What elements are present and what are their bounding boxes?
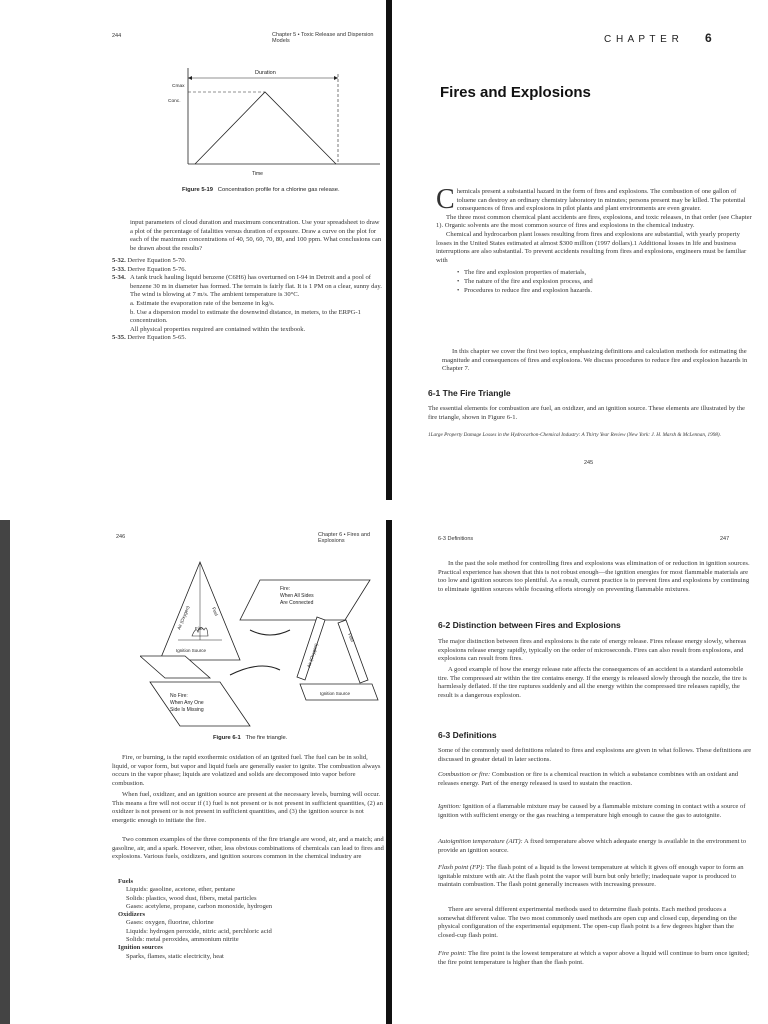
problem-list [112, 257, 384, 343]
page-number: 245 [584, 460, 594, 466]
fire-label-3: Are Connected [280, 600, 314, 606]
chapter-intro [436, 184, 754, 295]
list-item: Solids: metal peroxides, ammonium nitrite [126, 936, 239, 944]
page-245 [392, 0, 768, 500]
subpart-a: a. Estimate the evaporation rate of the benzene in kg/s. [130, 299, 275, 307]
problem-item: 5-33. Derive Equation 5-76. [112, 265, 187, 273]
nofire-label-1: No Fire: [170, 693, 188, 699]
paragraph-1: Fire, or burning, is the rapid exothermic oxidation of an ignited fuel. The fuel can be in solid, liquid, or vapor form, but vapor and liquid fuels are generally easier to ignite. The combustion always occurs in the vapor phase; liquids are volatized and solids are decomposed into vapor before combustion. [112, 754, 381, 787]
running-head: 6-3 Definitions [438, 536, 474, 542]
page-separator [0, 500, 768, 520]
fire-triangle-figure [140, 560, 390, 730]
intro-paragraph: In the past the sole method for controlling fires and explosions was elimination of or reduction in ignition sources. Practical experience has shown that this is not robust enough—the ignition energies for most flammable materials are too low and ignition sources too plentiful. As a result, current practice is to prevent fires and explosions by continuing to eliminate ignition sources while focusing efforts strongly on preventing flammable mixtures. [438, 560, 750, 593]
definition-item: Fire point: The fire point is the lowest temperature at which a vapor above a liquid will continue to burn once ignited; the fire point temperature is higher than the flash point. [438, 950, 750, 966]
bullet-item: • Procedures to reduce fire and explosion hazards. [464, 287, 754, 296]
caption-text: Concentration profile for a chlorine gas release. [217, 187, 340, 193]
definition-item: Flash point (FP): The flash point of a liquid is the lowest temperature at which it gives off enough vapor to form an ignitable mixture with air. At the flash point the vapor will burn but only briefly; inadequate vapor is produced to maintain combustion. The flash point generally increases with increasing pressure. [438, 864, 744, 889]
bullet-item: • The fire and explosion properties of materials, [464, 269, 754, 278]
paragraph-4: In this chapter we cover the first two topics, emphasizing definitions and calculation methods for estimating the magnitude and consequences of fires and explosions. We discuss procedures to reduce fire and explosion hazards in Chapter 7. [442, 348, 748, 373]
note: All physical properties required are contained within the textbook. [130, 325, 306, 333]
section-text: The essential elements for combustion are fuel, an oxidizer, and an ignition source. These elements are illustrated by the fire triangle, shown in Figure 6-1. [428, 405, 745, 421]
page-244 [0, 0, 392, 500]
air-oxygen-label: Air (Oxygen) [306, 642, 319, 669]
running-head: Chapter 6 • Fires and Explosions [318, 532, 371, 544]
page-number: 247 [720, 536, 730, 542]
paragraph-1: hemicals present a substantial hazard in the form of fires and explosions. The combustion of one gallon of toluene can destroy an ordinary chemistry laboratory in minutes; persons present may be killed. The potential consequences of fires and explosions in pilot plants and plant environments are even greater. [456, 188, 746, 213]
page-number: 246 [116, 534, 126, 540]
list-item: Gases: acetylene, propane, carbon monoxide, hydrogen [126, 902, 273, 910]
paragraph-2: When fuel, oxidizer, and an ignition source are present at the necessary levels, burning will occur. This means a fire will not occur if (1) fuel is not present or is not present in sufficient quantities, (2) an oxidizer is not present or is not present in sufficient quantities, and (3) the ignition source is not energetic enough to initiate the fire. [112, 791, 383, 824]
duration-label: Duration [255, 70, 276, 76]
component-lists [118, 878, 378, 961]
flash-point-methods: There are several different experimental methods used to determine flash points. Each method produces a somewhat different value. The two most commonly used methods are open cup and closed cup, depending on the physical configuration of the experimental equipment. The open-cup flash point is a few degrees higher than the closed-cup flash point. [438, 906, 737, 939]
section-2-paragraph-1: The major distinction between fires and explosions is the rate of energy release. Fires release energy slowly, whereas explosions release energy rapidly, typically on the order of microseconds. Fires can also result from explosions, and explosions can result from fires. [438, 638, 747, 663]
problem-item: 5-35. Derive Equation 5-65. [112, 334, 187, 342]
chapter-label: C H A P T E R [604, 34, 680, 45]
nofire-label-3: Side Is Missing [170, 707, 204, 713]
fire-label-1: Fire: [280, 586, 290, 592]
section-3-title: 6-3 Definitions [438, 730, 497, 740]
ignition-source-label: Ignition Source [176, 648, 207, 653]
caption-text: The fire triangle. [245, 735, 288, 741]
paragraph-3: Two common examples of the three components of the fire triangle are wood, air, and a match; and gasoline, air, and a spark. However, other, less obvious combinations of chemicals can lead to fires and explosions. Various fuels, oxidizers, and ignition sources common in the chemical industry are [112, 836, 384, 861]
paragraph-3: Chemical and hydrocarbon plant losses resulting from fires and explosions are substantial, with yearly property losses in the United States estimated at almost $300 million (1997 dollars).1 Additional losses in life and business interruptions are also substantial. To prevent accidents resulting from fires and explosions, engineers must be familiar with [436, 230, 747, 264]
problem-item: 5-32. Derive Equation 5-70. [112, 257, 187, 264]
list-heading: Oxidizers [118, 911, 146, 919]
footnote: 1Large Property Damage Losses in the Hydrocarbon-Chemical Industry: A Thirty Year Review (New York: J. H. Marsh & McLennan, 1998). [428, 432, 721, 438]
air-oxygen-label: Air (Oxygen) [176, 605, 191, 631]
running-head: Chapter 5 • Toxic Release and Dispersion Models [272, 32, 374, 44]
chapter-number: 6 [705, 31, 712, 45]
subpart-b: b. Use a dispersion model to estimate the downwind distance, in meters, to the ERPG-1 concentration. [130, 308, 361, 325]
definition-item: Ignition: Ignition of a flammable mixture may be caused by a flammable mixture coming in contact with a source of ignition with sufficient energy or the gas reaching a temperature high enough to cause the gas to autoignite. [438, 803, 746, 819]
bullet-item: • The nature of the fire and explosion process, and [464, 278, 754, 287]
caption-label: Figure 6-1 [213, 735, 241, 741]
figure-caption [182, 187, 340, 193]
section-2-paragraph-2: A good example of how the energy release rate affects the consequences of an accident is a standard automobile tire. The compressed air within the tire contains energy. If the energy is released slowly through the nozzle, the tire is harmlessly deflated. If the tire ruptures suddenly and all the energy within the compressed tire releases rapidly, the result is a dangerous explosion. [438, 666, 747, 699]
page-247 [392, 520, 768, 1024]
list-item: Liquids: gasoline, acetone, ether, pentane [126, 886, 236, 894]
fuel-label: Fuel [347, 632, 355, 643]
page-246 [0, 520, 392, 1024]
section-3-intro: Some of the commonly used definitions related to fires and explosions are given in what follows. These definitions are discussed in greater detail in later sections. [438, 747, 752, 763]
fire-label-2: When All Sides [280, 593, 314, 599]
chapter-title: Fires and Explosions [440, 84, 591, 101]
intro-paragraph: input parameters of cloud duration and maximum concentration. Use your spreadsheet to draw a plot of the percentage of fatalities versus duration of exposure. Draw a curve on the plot for each of the maximum concentrations of 40, 50, 60, 70, 80, and 100 ppm. What conclusions can be drawn about the results? [130, 219, 382, 252]
concentration-profile-figure [150, 60, 380, 180]
list-heading: Ignition sources [118, 944, 163, 952]
paragraph-2: The three most common chemical plant accidents are fires, explosions, and toxic releases, in that order (see Chapter 1). Organic solvents are the most common source of fires and explosions in the chemical industry. [436, 213, 752, 230]
section-title: 6-1 The Fire Triangle [428, 388, 511, 398]
section-2-title: 6-2 Distinction between Fires and Explosions [438, 620, 621, 630]
list-item: Gases: oxygen, fluorine, chlorine [126, 919, 214, 927]
definition-item: Autoignition temperature (AIT): A fixed temperature above which adequate energy is available in the environment to provide an ignition source. [438, 838, 747, 854]
page-edge [0, 520, 10, 1024]
bullet-list [436, 269, 754, 295]
drop-cap: C [436, 184, 455, 215]
fire-center-label: Fire [195, 626, 203, 631]
list-item: Liquids: hydrogen peroxide, nitric acid, perchloric acid [126, 927, 272, 935]
list-item: Solids: plastics, wood dust, fibers, metal particles [126, 894, 257, 902]
time-label: Time [252, 171, 263, 177]
caption-label: Figure 5-19 [182, 187, 213, 193]
figure-caption [213, 735, 287, 741]
cmax-label: Cmax [172, 84, 185, 89]
page-number: 244 [112, 33, 122, 39]
problem-item: 5-34. A tank truck hauling liquid benzene (C6H6) has overturned on I-94 in Detroit and a pool of benzene 30 m in diameter has formed. The terrain is fairly flat. It is 1 PM on a clear, sunny day. The wind is blowing at 7 m/s. The ambient temperature is 30°C. [112, 274, 382, 299]
conc-label: Conc. [168, 99, 181, 104]
ignition-source-label: Ignition Source [320, 691, 351, 696]
fuel-label: Fuel [211, 606, 219, 617]
list-heading: Fuels [118, 878, 134, 885]
definition-item: Combustion or fire: Combustion or fire is a chemical reaction in which a substance combines with an oxidant and releases energy. Part of the energy released is used to sustain the reaction. [438, 771, 739, 787]
list-item: Sparks, flames, static electricity, heat [126, 952, 224, 960]
nofire-label-2: When Any One [170, 700, 204, 706]
